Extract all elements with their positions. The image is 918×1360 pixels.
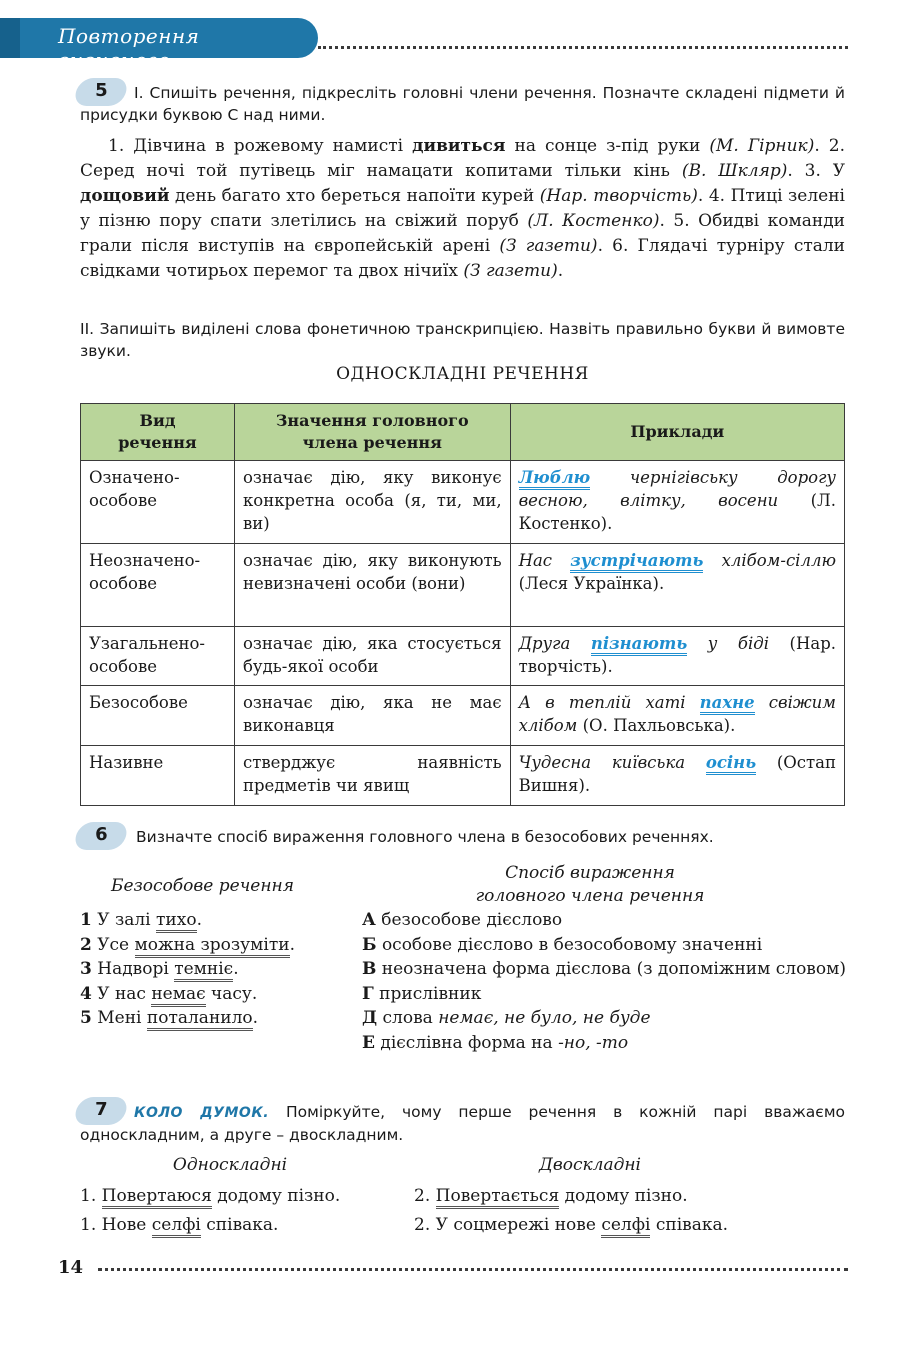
list-item: А безособове дієслово bbox=[362, 910, 563, 930]
list-item: 1 У залі тихо. bbox=[80, 908, 350, 933]
task7-instruction: КОЛО ДУМОК. Поміркуйте, чому перше речення в кожній парі вважаємо односкладним, а друге – двоскладним. bbox=[80, 1103, 845, 1144]
row-example: Люблю чернігівську дорогу весною, влітку, восени (Л. Костенко). bbox=[510, 461, 844, 544]
one-member-sentences-table bbox=[80, 403, 845, 806]
col-header-meaning: Значення головного члена речення bbox=[234, 404, 510, 461]
row-meaning: означає дію, яку виконують невизначені особи (вони) bbox=[234, 544, 510, 627]
col-header-examples: Приклади bbox=[510, 404, 844, 461]
list-item: Д слова немає, не було, не буде bbox=[362, 1008, 651, 1028]
table-row bbox=[81, 746, 845, 806]
list-item: 2. У соцмережі нове селфі співака. bbox=[414, 1211, 844, 1240]
table-header-row bbox=[81, 404, 845, 461]
section-title: Повторення вивченого bbox=[58, 24, 200, 72]
list-item: 3 Надворі темніє. bbox=[80, 957, 350, 982]
list-item: 5 Мені поталанило. bbox=[80, 1006, 350, 1031]
row-type: Називне bbox=[81, 746, 235, 806]
task6-options-list bbox=[362, 908, 846, 1055]
row-example: Друга пізнають у біді (Нар. творчість). bbox=[510, 627, 844, 686]
task7-right-list bbox=[414, 1182, 844, 1240]
table-row bbox=[81, 686, 845, 746]
task7-left-list bbox=[80, 1182, 410, 1240]
list-item: Б особове дієслово в безособовому значенні bbox=[362, 934, 763, 955]
task5-sentences: 1. Дівчина в рожевому намисті дивиться на сонце з-під руки (М. Гірник). 2. Серед ночі той путівець міг намацати копитами тільки кінь (В. Шкляр). 3. У дощовий день багато хто береться напоїти курей (Нар. творчість). 4. Птиці зелені у пізню пору спати злетілись на свіжий поруб (Л. Костенко). 5. Обидві команди грали після виступів на європейській арені (З газети). 6. Глядачі турніру стали свідками чотирьох перемог та двох нічиїх (З газети). bbox=[80, 136, 846, 281]
list-item: Г прислівник bbox=[362, 983, 482, 1004]
task7-left-heading: Односкладні bbox=[172, 1155, 288, 1175]
section-tab bbox=[0, 18, 318, 72]
row-meaning: стверджує наявність предметів чи явищ bbox=[234, 746, 510, 806]
row-meaning: означає дію, яка не має виконавця bbox=[234, 686, 510, 746]
page-number: 14 bbox=[58, 1257, 84, 1278]
task6-left-heading: Безособове речення bbox=[110, 876, 294, 896]
list-item: В неозначена форма дієслова (з допоміжним словом) bbox=[362, 959, 846, 979]
row-meaning: означає дію, яку виконує конкретна особа (я, ти, ми, ви) bbox=[234, 461, 510, 544]
table-row bbox=[81, 544, 845, 627]
task5-instruction-2: ІІ. Запишіть виділені слова фонетичною транскрипцією. Назвіть правильно букви й вимовте звуки. bbox=[80, 320, 845, 360]
task-number-badge: 7 bbox=[73, 1097, 130, 1125]
list-item: 1. Нове селфі співака. bbox=[80, 1211, 410, 1240]
col-header-type: Вид речення bbox=[81, 404, 235, 461]
table-row bbox=[81, 627, 845, 686]
task5-instruction: І. Спишіть речення, підкресліть головні члени речення. Позначте складені підмети й присудки буквою С над ними. bbox=[80, 84, 845, 124]
task7-right-heading: Двоскладні bbox=[539, 1155, 641, 1175]
table-title: ОДНОСКЛАДНІ РЕЧЕННЯ bbox=[336, 364, 589, 384]
row-example: Чудесна київська осінь (Остап Вишня). bbox=[510, 746, 844, 806]
list-item: Е дієслівна форма на -но, -то bbox=[362, 1032, 629, 1053]
list-item: 2. Повертається додому пізно. bbox=[414, 1182, 844, 1211]
row-type: Безособове bbox=[81, 686, 235, 746]
task6-instruction: Визначте спосіб вираження головного члена в безособових реченнях. bbox=[136, 828, 714, 846]
row-example: Нас зустрічають хлібом-сіллю (Леся Українка). bbox=[510, 544, 844, 627]
header-dotted-rule bbox=[318, 46, 848, 49]
task-number-badge: 5 bbox=[73, 78, 130, 106]
task6-right-heading: Спосіб вираження головного члена речення bbox=[475, 863, 705, 906]
list-item: 1. Повертаюся додому пізно. bbox=[80, 1182, 410, 1211]
task-number-badge: 6 bbox=[73, 822, 130, 850]
footer-dotted-rule bbox=[98, 1268, 848, 1271]
row-example: А в теплій хаті пахне свіжим хлібом (О. Пахльовська). bbox=[510, 686, 844, 746]
row-type: Неозначено-особове bbox=[81, 544, 235, 627]
table-row bbox=[81, 461, 845, 544]
list-item: 2 Усе можна зрозуміти. bbox=[80, 933, 350, 958]
task7-label: КОЛО ДУМОК. bbox=[134, 1105, 270, 1121]
row-meaning: означає дію, яка стосується будь-якої особи bbox=[234, 627, 510, 686]
list-item: 4 У нас немає часу. bbox=[80, 982, 350, 1007]
row-type: Узагальнено-особове bbox=[81, 627, 235, 686]
task6-sentences-list bbox=[80, 908, 350, 1031]
row-type: Означено-особове bbox=[81, 461, 235, 544]
